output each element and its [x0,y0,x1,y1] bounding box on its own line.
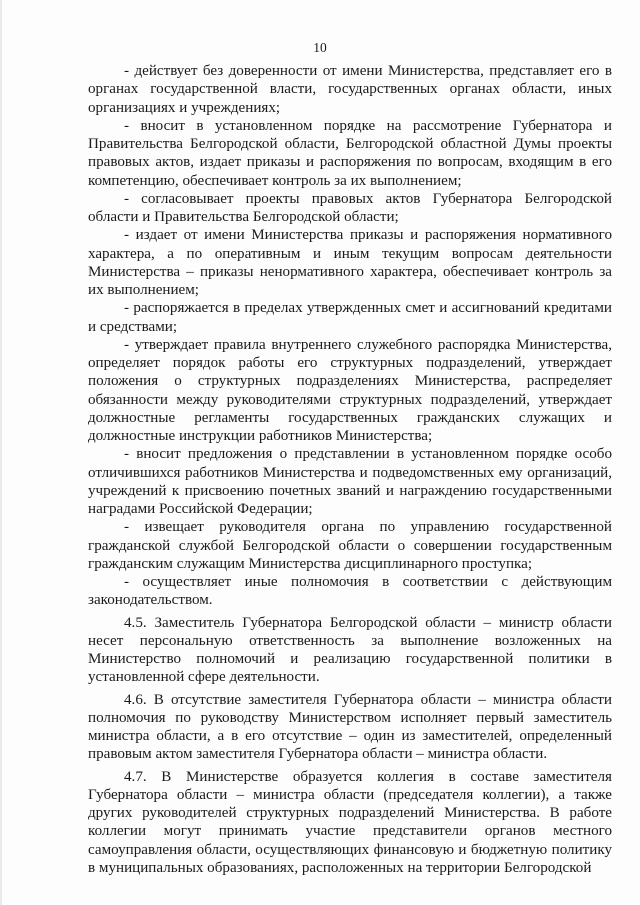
paragraph-issues-orders: - издает от имени Министерства приказы и распоряжения нормативного характера, а по оперативным и иным текущим вопросам деятельности Министерства – приказы ненормативного характера, обеспечивает контроль за их выполнением; [88,227,612,298]
section-4-7: 4.7. В Министерстве образуется коллегия в составе заместителя Губернатора области – министра области (председателя коллегии), а также других руководителей структурных подразделений Министерства. В работе коллегии могут принимать участие представители органов местного самоуправления области, осуществляющих финансовую и бюджетную политику в муниципальных образованиях, расположенных на территории Белгородской [88,768,612,876]
paragraph-submits-draft-acts: - вносит в установленном порядке на рассмотрение Губернатора и Правительства Белгородской области, Белгородской областной Думы проекты правовых актов, издает приказы и распоряжения по вопросам, входящим в его компетенцию, обеспечивает контроль за их выполнением; [88,117,612,189]
paragraph-acts-without-power-of-attorney: - действует без доверенности от имени Министерства, представляет его в органах государственной власти, государственных органах области, иных организациях и учреждениях; [88,63,612,116]
paragraph-manages-credits: - распоряжается в пределах утвержденных смет и ассигнований кредитами и средствами; [88,300,612,335]
section-4-6: 4.6. В отсутствие заместителя Губернатора области – министра области полномочия по руководству Министерством исполняет первый заместитель министра области, а в его отсутствие – один из заместителей, определенный правовым актом заместителя Губернатора области – министра области. [88,691,612,763]
paragraph-approves-internal-rules: - утверждает правила внутреннего служебного распорядка Министерства, определяет порядок работы его структурных подразделений, утверждает положения о структурных подразделениях Министерства, распределяет обязанности между руководителями структурных подразделений, утверждает должностные регламенты государственных гражданских служащих и должностные инструкции работников Министерства; [88,336,612,444]
paragraph-other-powers: - осуществляет иные полномочия в соответствии с действующим законодательством. [88,574,612,609]
section-4-5: 4.5. Заместитель Губернатора Белгородской области – министр области несет персональную ответственность за выполнение возложенных на Министерство полномочий и реализацию государственной политики в установленной сфере деятельности. [88,614,612,686]
scan-edge [0,0,2,905]
page-number: 10 [313,40,327,55]
paragraph-approves-draft-acts: - согласовывает проекты правовых актов Губернатора Белгородской области и Правительства Белгородской области; [88,190,612,225]
document-body [88,62,612,877]
paragraph-submits-award-proposals: - вносит предложения о представлении в установленном порядке особо отличившихся работников Министерства и подведомственных ему организаций, учреждений к присвоению почетных званий и награждению государственными наградами Российской Федерации; [88,446,612,517]
paragraph-notifies-disciplinary-offense: - извещает руководителя органа по управлению государственной гражданской службой Белгородской области о совершении государственным гражданским служащим Министерства дисциплинарного проступка; [88,519,612,572]
